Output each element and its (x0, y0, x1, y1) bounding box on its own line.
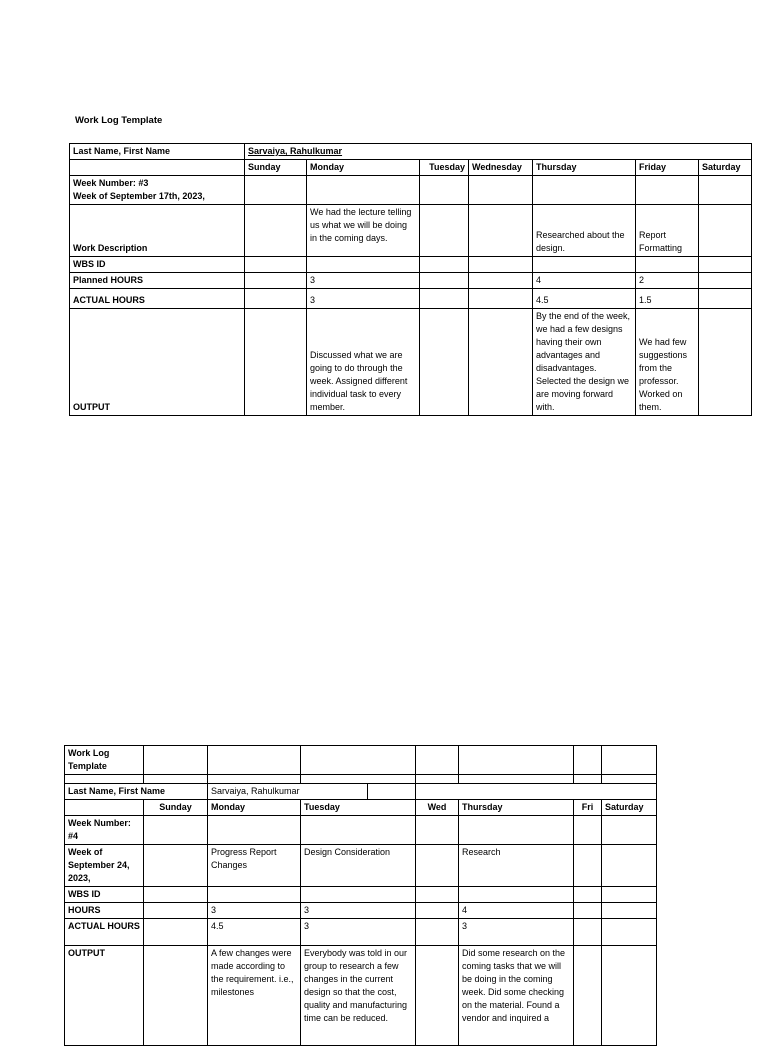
empty-cell (416, 746, 459, 775)
empty-cell (420, 273, 469, 289)
empty-cell (208, 746, 301, 775)
empty-cell (459, 887, 574, 903)
empty-cell (469, 176, 533, 205)
empty-cell (208, 775, 301, 784)
empty-cell (144, 946, 208, 1046)
day-header-wednesday: Wed (416, 800, 459, 816)
empty-cell (245, 205, 307, 257)
week-number: Week Number: #4 (65, 816, 144, 845)
row-label-planned-hours: Planned HOURS (70, 273, 245, 289)
empty-cell (574, 845, 602, 887)
empty-cell (699, 273, 752, 289)
day-header-sunday: Sunday (144, 800, 208, 816)
empty-cell (602, 775, 657, 784)
actual-hours-thursday: 3 (459, 919, 574, 946)
actual-hours-monday: 3 (307, 289, 420, 309)
empty-cell (699, 289, 752, 309)
empty-cell (574, 946, 602, 1046)
empty-cell (416, 903, 459, 919)
empty-cell (699, 176, 752, 205)
empty-cell (144, 903, 208, 919)
name-value: Sarvaiya, Rahulkumar (245, 144, 752, 160)
planned-hours-friday: 2 (636, 273, 699, 289)
actual-hours-friday: 1.5 (636, 289, 699, 309)
task-monday: Progress Report Changes (208, 845, 301, 887)
empty-cell (699, 309, 752, 416)
row-label-actual-hours: ACTUAL HOURS (65, 919, 144, 946)
empty-cell (533, 176, 636, 205)
actual-hours-tuesday: 3 (301, 919, 416, 946)
empty-cell (301, 816, 416, 845)
day-header-thursday: Thursday (459, 800, 574, 816)
empty-cell (636, 257, 699, 273)
empty-cell (420, 176, 469, 205)
empty-cell (301, 746, 416, 775)
day-header-thursday: Thursday (533, 160, 636, 176)
day-header-friday: Friday (636, 160, 699, 176)
name-label: Last Name, First Name (65, 784, 208, 800)
hours-tuesday: 3 (301, 903, 416, 919)
task-thursday: Research (459, 845, 574, 887)
empty-cell (602, 845, 657, 887)
empty-cell (245, 309, 307, 416)
empty-cell (416, 775, 459, 784)
work-description-monday: We had the lecture telling us what we will be doing in the coming days. (307, 205, 420, 257)
row-label-output: OUTPUT (65, 946, 144, 1046)
name-label: Last Name, First Name (70, 144, 245, 160)
empty-cell (469, 309, 533, 416)
page-title: Work Log Template (75, 115, 163, 126)
empty-cell (245, 176, 307, 205)
empty-cell (144, 775, 208, 784)
row-label-wbs-id: WBS ID (65, 887, 144, 903)
empty-cell (602, 946, 657, 1046)
day-header-monday: Monday (307, 160, 420, 176)
log-title: Work Log Template (65, 746, 144, 775)
empty-cell (420, 309, 469, 416)
empty-cell (574, 919, 602, 946)
day-header-wednesday: Wednesday (469, 160, 533, 176)
empty-cell (699, 257, 752, 273)
empty-cell (416, 946, 459, 1046)
planned-hours-monday: 3 (307, 273, 420, 289)
empty-cell (420, 289, 469, 309)
empty-cell (301, 887, 416, 903)
day-header-monday: Monday (208, 800, 301, 816)
empty-cell (699, 205, 752, 257)
empty-cell (368, 784, 416, 800)
empty-cell (208, 887, 301, 903)
week-info-cell (70, 176, 245, 205)
output-monday: A few changes were made according to the requirement. i.e., milestones (208, 946, 301, 1046)
empty-cell (416, 816, 459, 845)
empty-cell (245, 257, 307, 273)
empty-cell (307, 257, 420, 273)
output-thursday: By the end of the week, we had a few designs having their own advantages and disadvantages. Selected the design we are moving forward with. (533, 309, 636, 416)
work-log-table-week-3 (69, 143, 752, 416)
empty-cell (602, 746, 657, 775)
actual-hours-thursday: 4.5 (533, 289, 636, 309)
work-description-thursday: Researched about the design. (533, 205, 636, 257)
empty-cell (245, 273, 307, 289)
hours-monday: 3 (208, 903, 301, 919)
task-tuesday: Design Consideration (301, 845, 416, 887)
work-log-table-week-4 (64, 745, 657, 1046)
empty-cell (416, 919, 459, 946)
empty-cell (420, 205, 469, 257)
empty-cell (574, 746, 602, 775)
empty-cell (533, 257, 636, 273)
row-label-wbs-id: WBS ID (70, 257, 245, 273)
actual-hours-monday: 4.5 (208, 919, 301, 946)
empty-cell (574, 903, 602, 919)
day-header-saturday: Saturday (699, 160, 752, 176)
empty-cell (602, 816, 657, 845)
empty-cell (574, 887, 602, 903)
empty-cell (469, 273, 533, 289)
output-monday: Discussed what we are going to do through the week. Assigned different individual task to every member. (307, 309, 420, 416)
empty-cell (245, 289, 307, 309)
empty-cell (602, 919, 657, 946)
empty-cell (574, 816, 602, 845)
row-label-actual-hours: ACTUAL HOURS (70, 289, 245, 309)
empty-cell (469, 289, 533, 309)
empty-cell (420, 257, 469, 273)
empty-cell (416, 845, 459, 887)
week-of: Week of September 24, 2023, (65, 845, 144, 887)
hours-thursday: 4 (459, 903, 574, 919)
empty-cell (459, 775, 574, 784)
empty-cell (636, 176, 699, 205)
work-description-friday: Report Formatting (636, 205, 699, 257)
empty-cell (469, 257, 533, 273)
name-value: Sarvaiya, Rahulkumar (208, 784, 368, 800)
day-header-saturday: Saturday (602, 800, 657, 816)
day-header-sunday: Sunday (245, 160, 307, 176)
day-header-friday: Fri (574, 800, 602, 816)
output-friday: We had few suggestions from the professor. Worked on them. (636, 309, 699, 416)
empty-cell (144, 816, 208, 845)
empty-cell (416, 887, 459, 903)
empty-cell (144, 845, 208, 887)
day-header-tuesday: Tuesday (420, 160, 469, 176)
empty-cell (459, 746, 574, 775)
empty-cell (469, 205, 533, 257)
empty-cell (574, 775, 602, 784)
empty-cell (144, 887, 208, 903)
week-of: Week of September 17th, 2023, (73, 191, 205, 201)
empty-cell (208, 816, 301, 845)
empty-cell (70, 160, 245, 176)
day-header-tuesday: Tuesday (301, 800, 416, 816)
empty-cell (65, 800, 144, 816)
empty-cell (416, 784, 657, 800)
row-label-work-description: Work Description (70, 205, 245, 257)
empty-cell (65, 775, 144, 784)
row-label-output: OUTPUT (70, 309, 245, 416)
empty-cell (602, 887, 657, 903)
empty-cell (602, 903, 657, 919)
output-tuesday: Everybody was told in our group to research a few changes in the current design so that the cost, quality and manufacturing time can be reduced. (301, 946, 416, 1046)
week-number: Week Number: #3 (73, 178, 149, 188)
empty-cell (307, 176, 420, 205)
empty-cell (301, 775, 416, 784)
row-label-hours: HOURS (65, 903, 144, 919)
empty-cell (144, 919, 208, 946)
empty-cell (144, 746, 208, 775)
empty-cell (459, 816, 574, 845)
output-thursday: Did some research on the coming tasks that we will be doing in the coming week. Did some checking on the material. Found a vendor and inquired a (459, 946, 574, 1046)
planned-hours-thursday: 4 (533, 273, 636, 289)
